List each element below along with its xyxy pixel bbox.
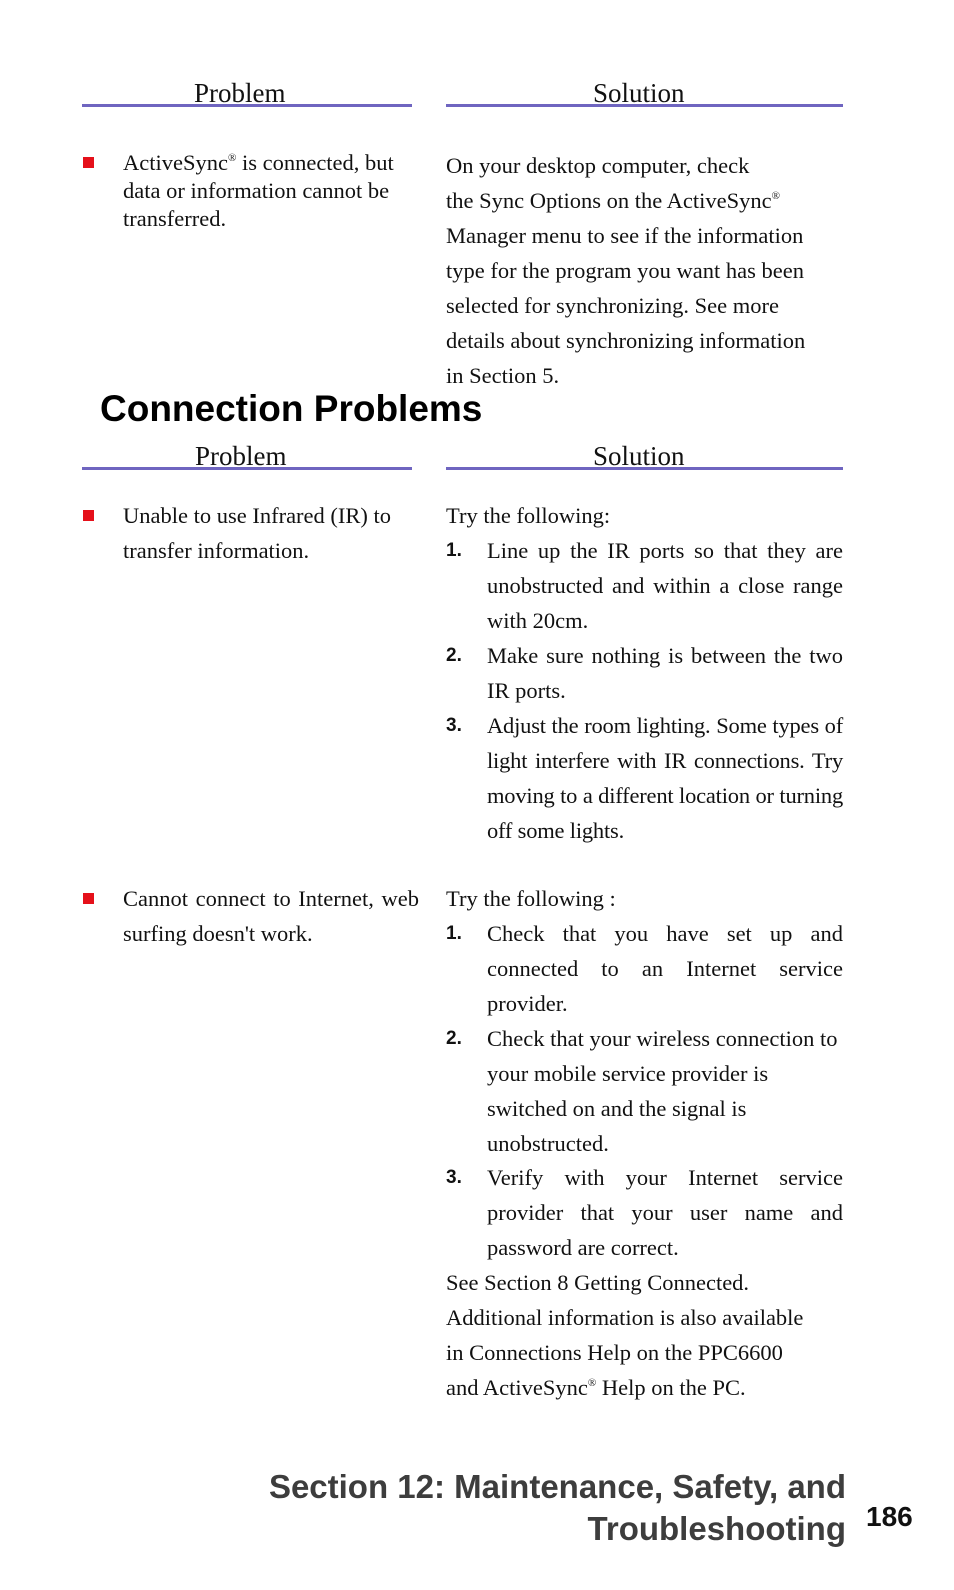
problem-column-header: [82, 75, 412, 107]
internet-problem-text: Cannot connect to Internet, web surfing doesn't work.: [123, 886, 419, 946]
problem-bullet-icon: [83, 510, 94, 521]
internet-step-text: Verify with your Internet service provider that your user name and password are correct.: [487, 1165, 843, 1260]
problem-column-header: [82, 438, 412, 470]
problem-bullet-icon: [83, 157, 94, 168]
section-footer-title: Section 12: Maintenance, Safety, and Troubleshooting: [268, 1468, 846, 1547]
step-number: 2.: [446, 1028, 462, 1049]
step-number: 3.: [446, 715, 462, 736]
solution-column-header: [446, 438, 843, 470]
internet-step-text: Check that you have set up and connected to an Internet service provider.: [487, 921, 843, 1016]
page-number: 186: [866, 1501, 913, 1532]
solution-header-label: Solution: [593, 441, 685, 471]
internet-note-line: and ActiveSync® Help on the PC.: [446, 1375, 746, 1400]
infrared-step-text: Make sure nothing is between the two IR ports.: [487, 643, 843, 703]
internet-solution-intro: Try the following :: [446, 886, 616, 911]
solution-header-label: Solution: [593, 78, 685, 108]
internet-note-line: in Connections Help on the PPC6600: [446, 1340, 783, 1365]
section-heading: Connection Problems: [100, 388, 483, 429]
infrared-problem-text: Unable to use Infrared (IR) to transfer information.: [123, 503, 392, 563]
internet-note-line: See Section 8 Getting Connected.: [446, 1270, 750, 1295]
step-number: 1.: [446, 923, 462, 944]
internet-note-line: Additional information is also available: [446, 1305, 804, 1330]
step-number: 2.: [446, 645, 462, 666]
activesync-problem-text: ActiveSync® is connected, but data or information cannot be transferred.: [123, 150, 394, 231]
internet-step-text: Check that your wireless connection to your mobile service provider is switched on and the signal is unobstructed.: [487, 1026, 838, 1156]
problem-header-label: Problem: [194, 78, 286, 108]
infrared-step-text: Adjust the room lighting. Some types of light interfere with IR connections. Try moving to a different location or turning off some lights.: [487, 713, 843, 843]
infrared-step-text: Line up the IR ports so that they are unobstructed and within a close range with 20cm.: [487, 538, 843, 633]
step-number: 1.: [446, 540, 462, 561]
step-number: 3.: [446, 1167, 462, 1188]
problem-header-label: Problem: [195, 441, 287, 471]
solution-column-header: [446, 75, 843, 107]
problem-bullet-icon: [83, 893, 94, 904]
infrared-solution-intro: Try the following:: [446, 503, 611, 528]
